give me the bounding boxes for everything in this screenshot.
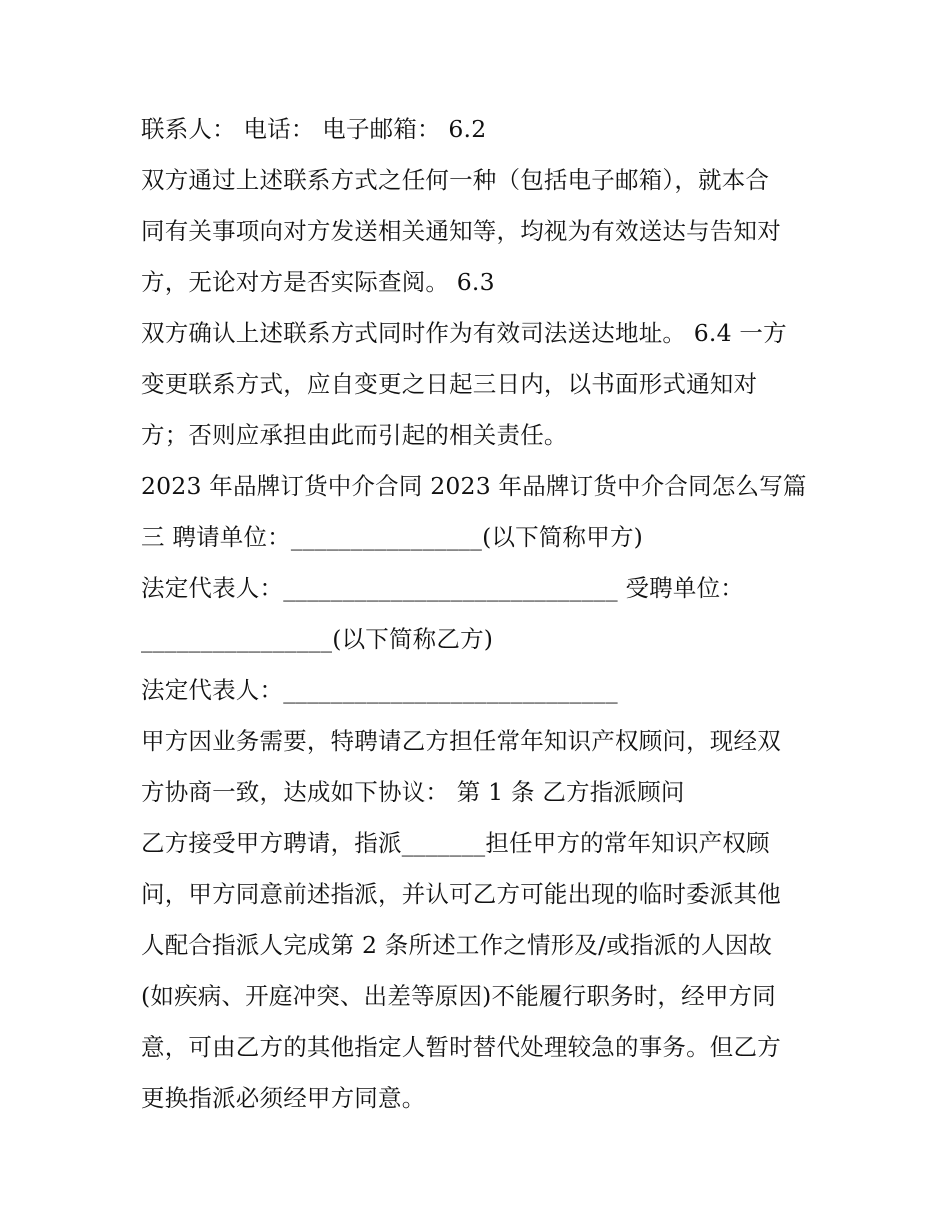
text-line: 双方确认上述联系方式同时作为有效司法送达地址。 6.4 一方 [141,319,787,347]
text-line: 法定代表人：____________________________ 受聘单位： [141,574,744,602]
text-line: (如疾病、开庭冲突、出差等原因)不能履行职务时，经甲方同 [141,982,776,1010]
text-line: 三 聘请单位：________________(以下简称甲方) [141,523,644,551]
text-line: 双方通过上述联系方式之任何一种（包括电子邮箱），就本合 [141,166,770,194]
text-line: 更换指派必须经甲方同意。 [141,1084,426,1112]
text-line: 方；否则应承担由此而引起的相关责任。 [141,421,568,449]
text-line: 联系人： 电话： 电子邮箱： 6.2 [141,115,487,143]
text-line: 问，甲方同意前述指派，并认可乙方可能出现的临时委派其他 [141,880,781,908]
document-body [141,104,813,1124]
text-line: 法定代表人：____________________________ [141,676,618,704]
text-line: 2023 年品牌订货中介合同 2023 年品牌订货中介合同怎么写篇 [141,472,807,500]
text-line: 方协商一致，达成如下协议： 第 1 条 乙方指派顾问 [141,778,685,806]
text-line: 甲方因业务需要，特聘请乙方担任常年知识产权顾问，现经双 [141,727,781,755]
text-line: 意，可由乙方的其他指定人暂时替代处理较急的事务。但乙方 [141,1033,781,1061]
text-line: 人配合指派人完成第 2 条所述工作之情形及/或指派的人因故 [141,931,773,959]
text-line: 变更联系方式，应自变更之日起三日内，以书面形式通知对 [141,370,758,398]
text-line: 乙方接受甲方聘请，指派_______担任甲方的常年知识产权顾 [141,829,770,857]
text-line: ________________(以下简称乙方) [141,625,494,653]
text-line: 方，无论对方是否实际查阅。 6.3 [141,268,495,296]
text-line: 同有关事项向对方发送相关通知等，均视为有效送达与告知对 [141,217,781,245]
